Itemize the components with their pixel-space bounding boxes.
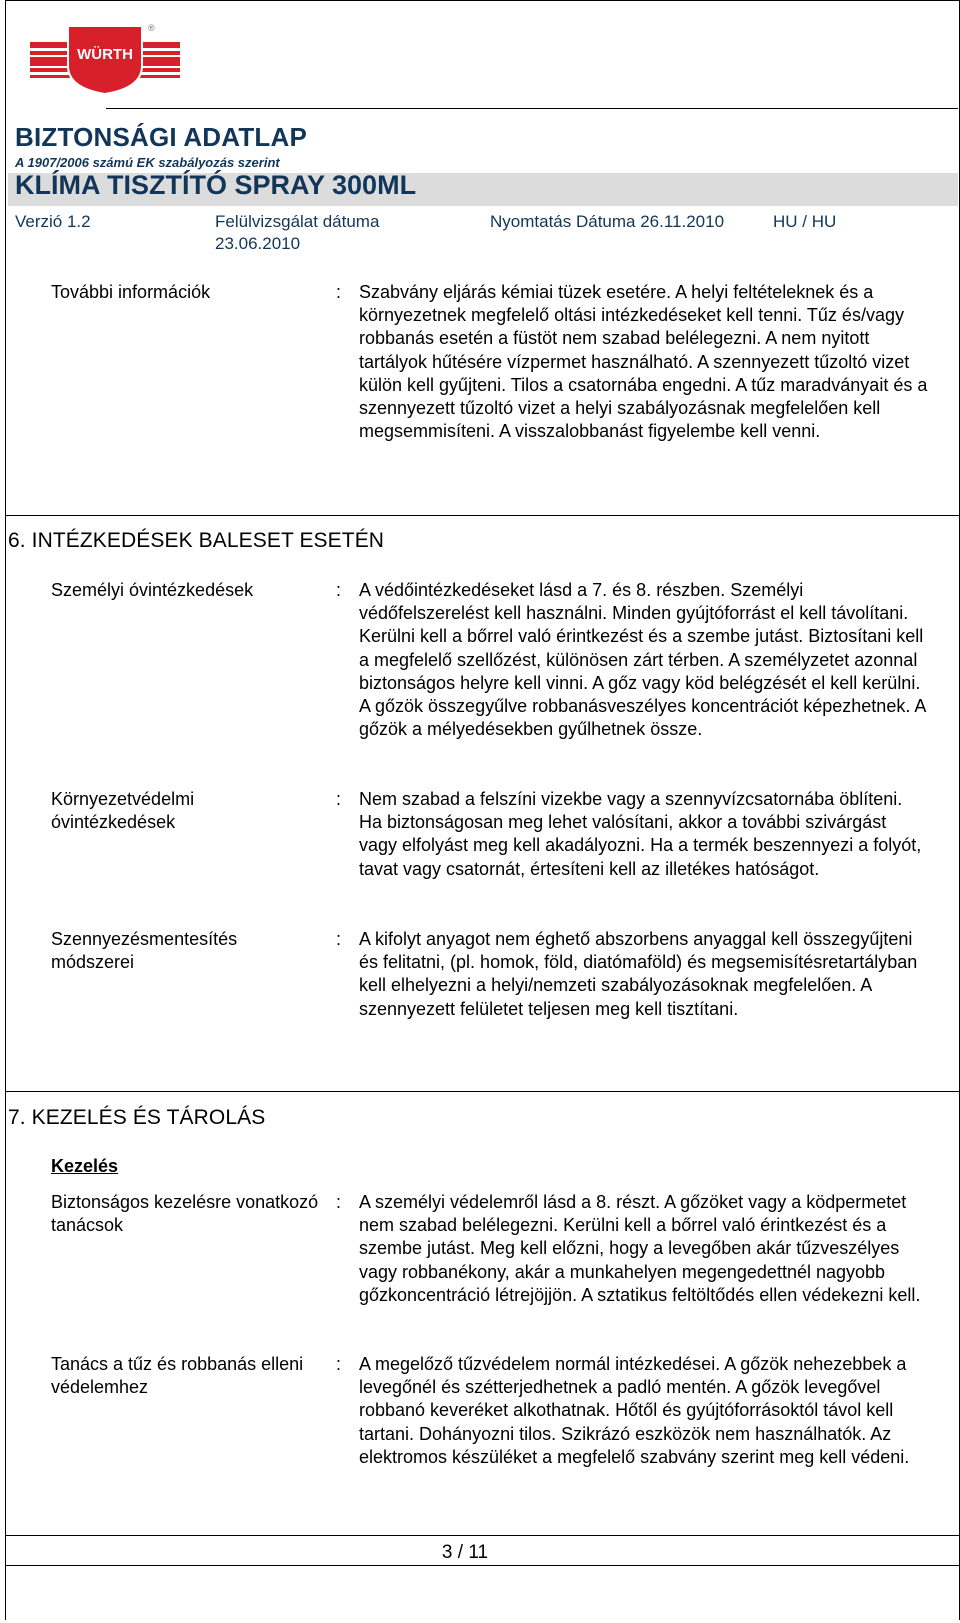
section-divider (5, 1091, 960, 1092)
version: Verzió 1.2 (15, 212, 91, 231)
document-subtitle: A 1907/2006 számú EK szabályozás szerint (15, 155, 280, 170)
logo-rule (106, 108, 958, 109)
row-label: Biztonságos kezelésre vonatkozó tanácsok (51, 1192, 319, 1236)
row-colon: : (336, 282, 342, 302)
page-number: 3 / 11 (441, 1542, 489, 1563)
row-label: Környezetvédelmi óvintézkedések (51, 789, 195, 833)
row-label: További információk (51, 282, 211, 302)
registered-mark: ® (148, 23, 155, 33)
product-name: KLÍMA TISZTÍTÓ SPRAY 300ML (15, 170, 417, 200)
row-label: Személyi óvintézkedések (51, 580, 254, 600)
section-6-heading: 6. INTÉZKEDÉSEK BALESET ESETÉN (8, 529, 385, 552)
row-value: A védőintézkedéseket lásd a 7. és 8. részben. Személyi védőfelszerelést kell használni. Minden gyújtóforrást el kell távolítani. Kerülni kell a bőrrel való érintkezést és a szembe jutást. Biztosítani kell a megfelelő szellőzést, különösen zárt térben. A személyzetet azonnal biztonságos helyre kell vinni. A gőz vagy köd belégzését el kell kerülni. A gőzök összegyűlve robbanásveszélyes koncentrációt képezhetnek. A gőzök a mélyedésekben gyűlhetnek össze. (359, 580, 926, 740)
row-colon: : (336, 1354, 342, 1374)
revision-date: 23.06.2010 (215, 234, 301, 253)
footer-divider (5, 1535, 960, 1536)
section-7-heading: 7. KEZELÉS ÉS TÁROLÁS (8, 1106, 266, 1129)
revision-label: Felülvizsgálat dátuma (215, 212, 380, 231)
row-colon: : (336, 1192, 342, 1212)
logo-text: WÜRTH (77, 46, 133, 63)
document-title: BIZTONSÁGI ADATLAP (15, 122, 307, 152)
row-label: Szennyezésmentesítés módszerei (51, 929, 238, 973)
print-date: Nyomtatás Dátuma 26.11.2010 (490, 212, 725, 231)
row-value: A megelőző tűzvédelem normál intézkedései. A gőzök nehezebbek a levegőnél és szétterjedhetnek a padló mentén. A gőzök levegővel robbanó keveréket alkothatnak. Hőtől és gyújtóforrásoktól távol kell tartani. Dohányozni tilos. Szikrázó eszközök nem használhatók. Az elektromos készüléket a megfelelő szabvány szerint meg kell védeni. (359, 1354, 910, 1467)
row-value: Szabvány eljárás kémiai tüzek esetére. A helyi feltételeknek és a környezetnek megfelelő oltási intézkedéseket kell tenni. Tűz és/vagy robbanás esetén a füstöt nem szabad belélegezni. A nem nyitott tartályok hűtésére vízpermet használható. A szennyezett tűzoltó vizet külön kell gyűjteni. Tilos a csatornába engedni. A tűz maradványait és a szennyezett tűzoltó vizet a helyi szabályozásnak megfelelően kell megsemmisíteni. A visszalobbanást figyelembe kell venni. (359, 282, 928, 442)
row-label: Tanács a tűz és robbanás elleni védelemhez (51, 1354, 304, 1398)
wurth-logo (30, 22, 180, 96)
row-value: Nem szabad a felszíni vizekbe vagy a szennyvízcsatornába öblíteni. Ha biztonságosan meg lehet valósítani, akkor a további szivárgást vagy elfolyást meg kell akadályozni. Ha a termék beszennyezi a folyót, tavat vagy csatornát, értesíteni kell az illetékes hatóságot. (359, 789, 922, 879)
bottom-border (5, 1565, 960, 1566)
locale: HU / HU (773, 212, 837, 231)
section-divider (5, 515, 960, 516)
row-colon: : (336, 580, 342, 600)
row-colon: : (336, 929, 342, 949)
handling-subheading: Kezelés (51, 1156, 119, 1176)
row-value: A személyi védelemről lásd a 8. részt. A gőzöket vagy a ködpermetet nem szabad belélegezni. Kerülni kell a bőrrel való érintkezést és a szembe jutást. Meg kell előzni, hogy a levegőben akár tűzveszélyes vagy robbanékony, akár a munkahelyen megengedettnél nagyobb gőzkoncentráció létrejöjjön. A sztatikus feltöltődés ellen védekezni kell. (359, 1192, 921, 1305)
row-value: A kifolyt anyagot nem éghető abszorbens anyaggal kell összegyűjteni és felitatni, (pl. homok, föld, diatómaföld) és megsemisítésretartályban kell elhelyezni a helyi/nemzeti szabályozásoknak megfelelően. A szennyezett felületet teljesen meg kell tisztítani. (359, 929, 918, 1019)
row-colon: : (336, 789, 342, 809)
